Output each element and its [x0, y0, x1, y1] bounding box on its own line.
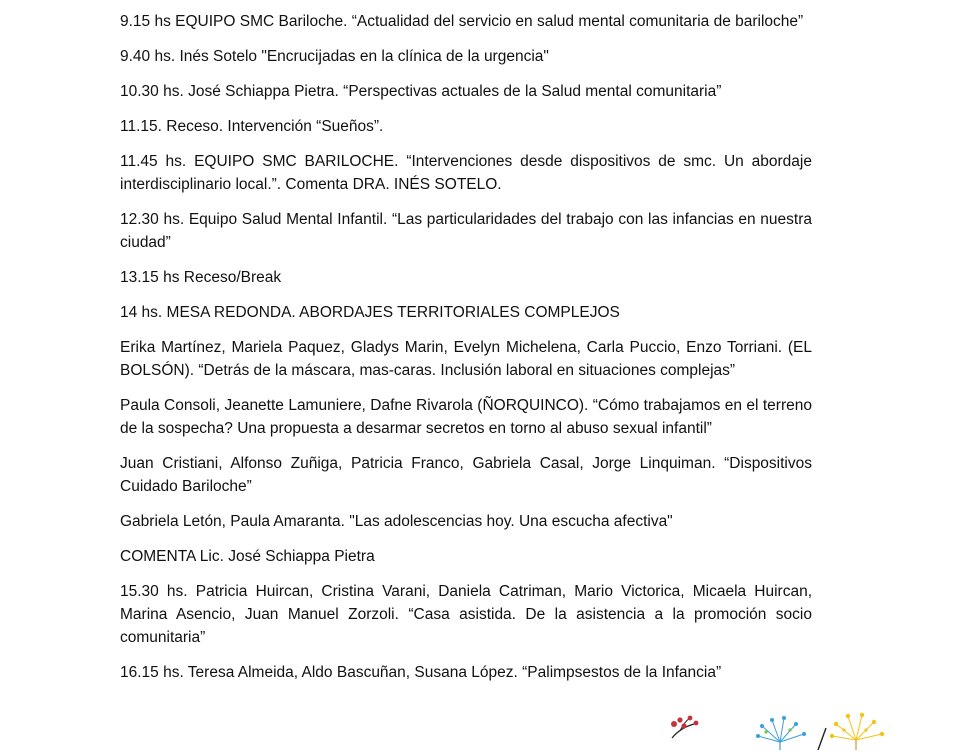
schedule-item-1030: 10.30 hs. José Schiappa Pietra. “Perspectivas actuales de la Salud mental comunitaria”	[120, 83, 722, 100]
floral-corner-icon	[660, 712, 960, 750]
panel-item-el-bolson: Erika Martínez, Mariela Paquez, Gladys Marin, Evelyn Michelena, Carla Puccio, Enzo Torriani. (EL BOLSÓN). “Detrás de la máscara, mas-caras. Inclusión laboral en situaciones complejas”	[120, 339, 812, 379]
document-body	[120, 10, 812, 696]
schedule-item-1115: 11.15. Receso. Intervención “Sueños”.	[120, 118, 384, 135]
yellow-dandelion-icon	[830, 713, 884, 750]
panel-item-adolescencias: Gabriela Letón, Paula Amaranta. "Las adolescencias hoy. Una escucha afectiva"	[120, 513, 673, 530]
schedule-item-1400: 14 hs. MESA REDONDA. ABORDAJES TERRITORIALES COMPLEJOS	[120, 304, 620, 321]
schedule-item-0940: 9.40 hs. Inés Sotelo "Encrucijadas en la clínica de la urgencia"	[120, 48, 549, 65]
schedule-item-1315: 13.15 hs Receso/Break	[120, 269, 282, 286]
schedule-item-1145: 11.45 hs. EQUIPO SMC BARILOCHE. “Intervenciones desde dispositivos de smc. Un abordaje interdisciplinario local.”. Comenta DRA. INÉS SOTELO.	[120, 153, 812, 193]
panel-item-norquinco: Paula Consoli, Jeanette Lamuniere, Dafne Rivarola (ÑORQUINCO). “Cómo trabajamos en el terreno de la sospecha? Una propuesta a desarmar secretos en torno al abuso sexual infantil”	[120, 397, 812, 437]
schedule-item-1530: 15.30 hs. Patricia Huircan, Cristina Varani, Daniela Catriman, Mario Victorica, Micaela Huircan, Marina Asencio, Juan Manuel Zorzoli. “Casa asistida. De la asistencia a la promoción socio comunitaria”	[120, 583, 812, 646]
schedule-item-1230: 12.30 hs. Equipo Salud Mental Infantil. “Las particularidades del trabajo con las infancias en nuestra ciudad”	[120, 211, 812, 251]
blue-dandelion-icon	[756, 716, 806, 750]
schedule-item-0915: 9.15 hs EQUIPO SMC Bariloche. “Actualidad del servicio en salud mental comunitaria de bariloche”	[120, 13, 804, 30]
panel-item-bariloche: Juan Cristiani, Alfonso Zuñiga, Patricia Franco, Gabriela Casal, Jorge Linquiman. “Dispositivos Cuidado Bariloche”	[120, 455, 812, 495]
panel-comment: COMENTA Lic. José Schiappa Pietra	[120, 548, 375, 565]
schedule-item-1615: 16.15 hs. Teresa Almeida, Aldo Bascuñan, Susana López. “Palimpsestos de la Infancia”	[120, 664, 722, 681]
berry-branch-icon	[671, 716, 698, 738]
